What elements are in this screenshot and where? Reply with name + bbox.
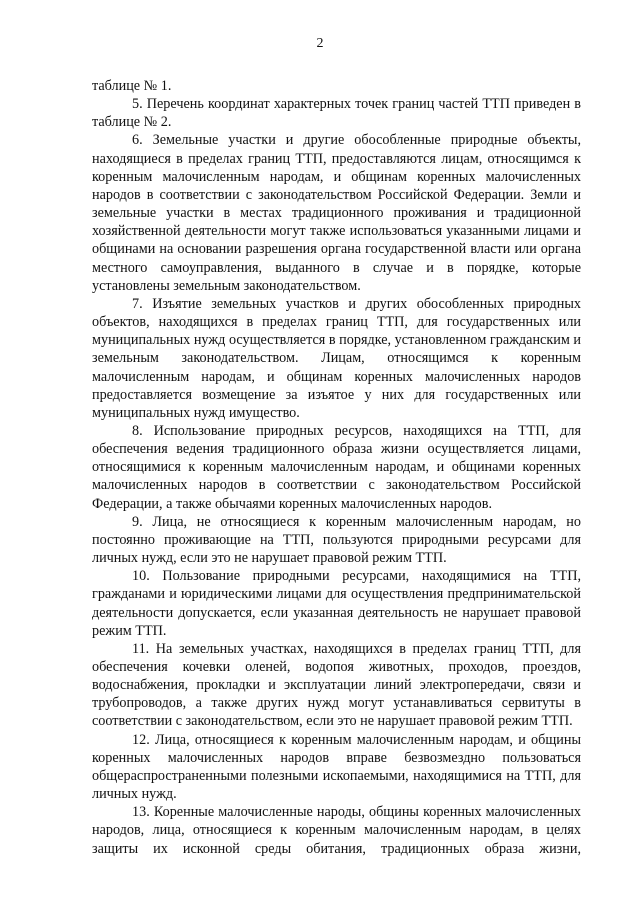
- paragraph-5: 5. Перечень координат характерных точек границ частей ТТП приведен в таблице № 2.: [92, 96, 581, 131]
- page-number: 2: [316, 36, 324, 51]
- paragraph-continuation: таблице № 1.: [92, 78, 172, 94]
- paragraph-13: 13. Коренные малочисленные народы, общины коренных малочисленных народов, лица, относящиеся к коренным малочисленным народам, в целях защиты их исконной среды обитания, традиционных образа жизни,: [92, 804, 581, 857]
- paragraph-8: 8. Использование природных ресурсов, находящихся на ТТП, для обеспечения ведения традиционного образа жизни осуществляется лицами, относящимися к коренным малочисленным народам, и общинами коренных малочисленных народов в соответствии с законодательством Российской Федерации, а также обычаями коренных малочисленных народов.: [92, 422, 581, 512]
- paragraph-10: 10. Пользование природными ресурсами, находящимися на ТТП, гражданами и юридическими лицами для осуществления предпринимательской деятельности допускается, если указанная деятельность не нарушает правовой режим ТТП.: [92, 568, 581, 639]
- paragraph-9: 9. Лица, не относящиеся к коренным малочисленным народам, но постоянно проживающие на ТТП, пользуются природными ресурсами для личных нужд, если это не нарушает правовой режим ТТП.: [92, 513, 581, 567]
- paragraph-12: 12. Лица, относящиеся к коренным малочисленным народам, и общины коренных малочисленных народов вправе безвозмездно пользоваться общераспространенными полезными ископаемыми, находящимися на ТТП, для личных нужд.: [92, 731, 581, 803]
- paragraph-7: 7. Изъятие земельных участков и других обособленных природных объектов, находящихся в пределах границ ТТП, для государственных или муниципальных нужд осуществляется в порядке, установленном гражданским и земельным законодательством. Лицам, относящимся к коренным малочисленным народам, и общинам коренных малочисленных народов предоставляется возмещение за изъятое у них для государственных или муниципальных нужд имущество.: [92, 295, 581, 421]
- document-body: [92, 77, 581, 858]
- paragraph-6: 6. Земельные участки и другие обособленные природные объекты, находящиеся в пределах границ ТТП, предоставляются лицам, относящимся к коренным малочисленным народам, и общинам коренных малочисленных народов в соответствии с законодательством Российской Федерации. Земли и земельные участки в местах традиционного проживания и традиционной хозяйственной деятельности могут также использоваться указанными лицами и общинами на основании разрешения органа государственной власти или органа местного самоуправления, выданного в случае и в порядке, которые установлены земельным законодательством.: [92, 132, 581, 294]
- paragraph-11: 11. На земельных участках, находящихся в пределах границ ТТП, для обеспечения кочевки оленей, водопоя животных, проходов, проездов, водоснабжения, прокладки и эксплуатации линий электропередачи, связи и трубопроводов, а также других нужд могут устанавливаться сервитуты в соответствии с законодательством, если это не нарушает правовой режим ТТП.: [92, 640, 581, 730]
